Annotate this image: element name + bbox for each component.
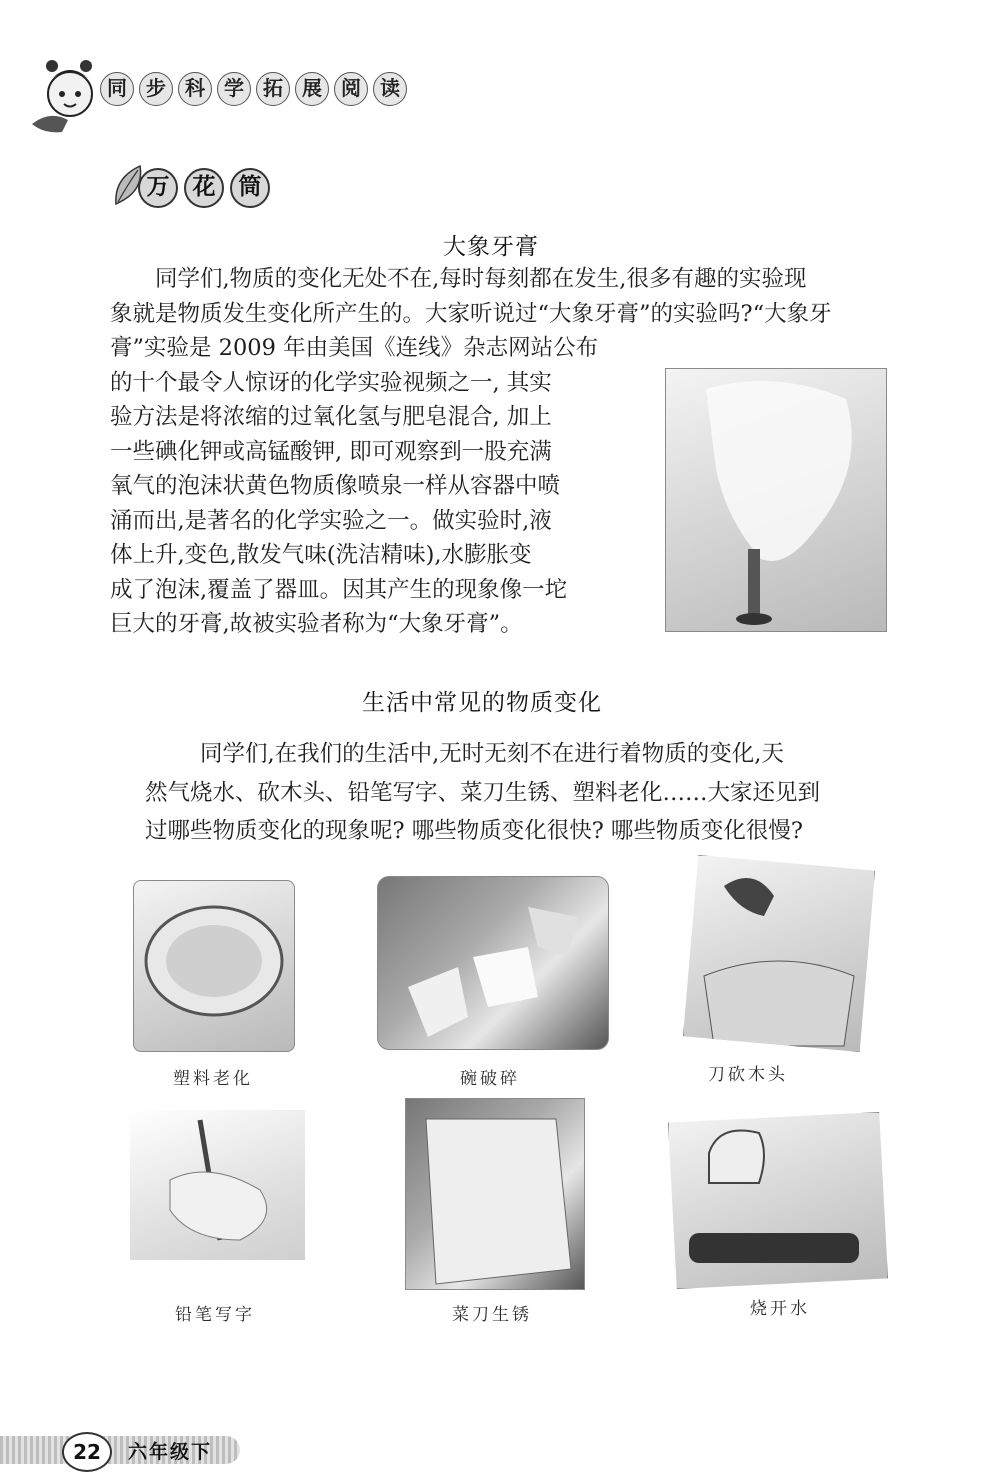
series-title [100,72,412,106]
boiling-water-photo [668,1112,888,1289]
article1-title: 大象牙膏 [443,234,539,260]
series-char: 拓 [256,72,290,106]
article1-line: 氧气的泡沫状黄色物质像喷泉一样从容器中喷 [110,473,561,499]
hand-pencil-icon [130,1110,305,1260]
bowl-shards-icon [378,877,608,1049]
article1-line: 同学们,物质的变化无处不在,每时每刻都在发生,很多有趣的实验现 [155,266,807,292]
kettle-stove-icon [669,1113,887,1288]
broken-bowl-photo [377,876,609,1050]
series-char: 学 [217,72,251,106]
badge-char: 花 [184,168,224,208]
article2-line: 过哪些物质变化的现象呢? 哪些物质变化很快? 哪些物质变化很慢? [145,818,803,844]
article1-line: 象就是物质发生变化所产生的。大家听说过“大象牙膏”的实验吗?“大象牙 [110,300,832,327]
series-char: 展 [295,72,329,106]
article1-line: 的十个最令人惊讶的化学实验视频之一, 其实 [110,369,552,396]
caption-boiling-water: 烧开水 [750,1299,810,1319]
article1-line: 体上升,变色,散发气味(洗洁精味),水膨胀变 [110,542,532,568]
series-char: 步 [139,72,173,106]
article1-line: 一些碘化钾或高锰酸钾, 即可观察到一股充满 [110,438,552,465]
section-badge-title [138,168,276,208]
rusty-knife-photo [405,1098,585,1290]
page-number: 22 [62,1432,112,1472]
article2-line: 同学们,在我们的生活中,无时无刻不在进行着物质的变化,天 [200,741,784,767]
caption-plastic-aging: 塑料老化 [173,1069,253,1089]
plastic-aging-photo [133,880,295,1052]
series-header [22,58,422,138]
article2-body [145,735,875,851]
article1-line: 验方法是将浓缩的过氧化氢与肥皂混合, 加上 [110,404,552,430]
plastic-basin-icon [134,881,294,1051]
article1-line: 巨大的牙膏,故被实验者称为“大象牙膏”。 [110,611,523,637]
article1-line: 涌而出,是著名的化学实验之一。做实验时,液 [110,507,552,534]
article2-line: 然气烧水、砍木头、铅笔写字、菜刀生锈、塑料老化……大家还见到 [145,779,821,806]
series-char: 阅 [334,72,368,106]
cartoon-girl-icon [22,58,102,136]
axe-wood-icon [684,856,874,1051]
page-footer [0,1432,250,1470]
badge-char: 筒 [230,168,270,208]
chopping-wood-photo [683,855,875,1052]
caption-broken-bowl: 碗破碎 [460,1069,520,1089]
article1-line: 成了泡沫,覆盖了器皿。因其产生的现象像一坨 [110,576,568,603]
section-badge [110,160,270,212]
grade-label: 六年级下 [128,1441,213,1463]
article2-title: 生活中常见的物质变化 [362,690,602,716]
series-char: 读 [373,72,407,106]
pencil-writing-photo [130,1110,305,1260]
foam-fountain-icon [666,369,886,631]
caption-pencil-writing: 铅笔写字 [175,1305,255,1325]
cleaver-icon [406,1099,584,1289]
caption-chopping-wood: 刀砍木头 [708,1065,788,1085]
elephant-toothpaste-photo [665,368,887,632]
badge-char: 万 [138,168,178,208]
series-char: 科 [178,72,212,106]
article1-line: 膏”实验是 2009 年由美国《连线》杂志网站公布 [110,335,599,361]
series-char: 同 [100,72,134,106]
caption-rusty-knife: 菜刀生锈 [452,1305,532,1325]
